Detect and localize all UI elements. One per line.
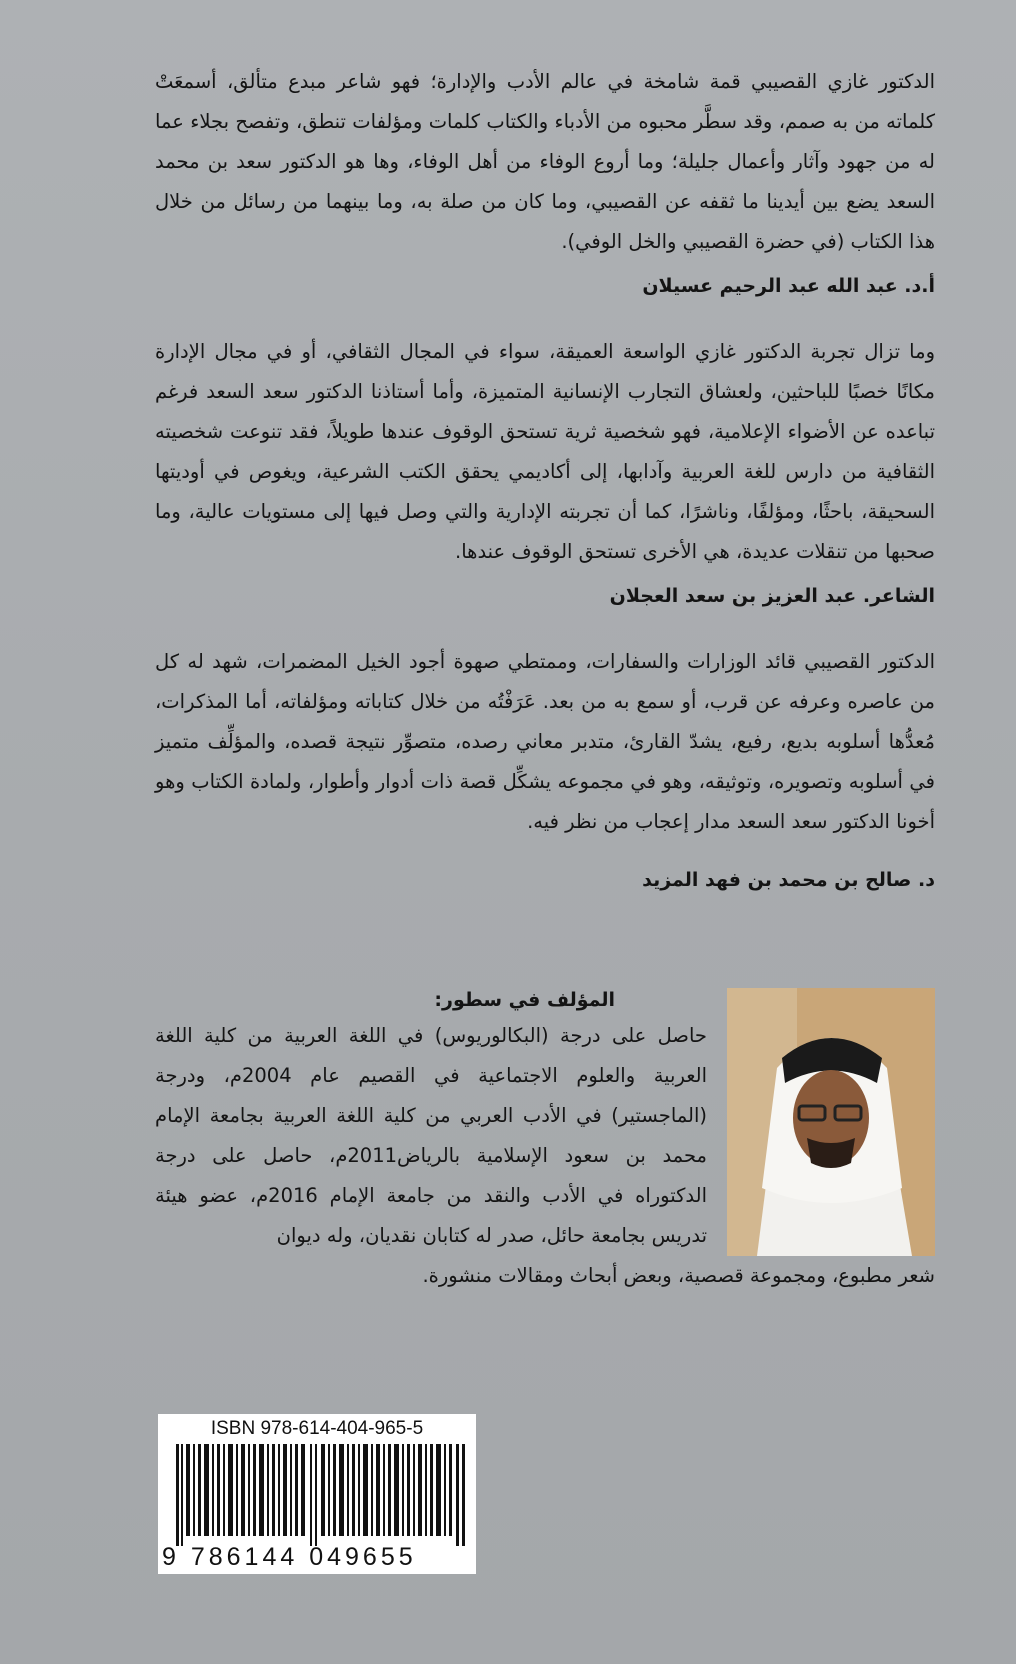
- blurb-signature-3: د. صالح بن محمد بن فهد المزيد: [642, 869, 935, 891]
- blurb-paragraph-1: الدكتور غازي القصيبي قمة شامخة في عالم الأدب والإدارة؛ فهو شاعر مبدع متألق، أسمعَتْ كلماته من به صمم، وقد سطَّر محبوه من الأدباء والكتاب كلمات ومؤلفات تنطق، وتفصح بجلاء عما له من جهود وآثار وأعمال جليلة؛ وما أروع الوفاء من أهل الوفاء، وها هو الدكتور سعد بن محمد السعد يضع بين أيدينا ما ثقفه عن القصيبي، وما كان من صلة به، وما بينهما من رسائل من خلال هذا الكتاب (في حضرة القصيبي والخل الوفي).: [155, 70, 935, 253]
- barcode-digits: 9 786144 049655: [162, 1543, 417, 1571]
- author-photo: [727, 988, 935, 1256]
- author-bio-last-line: شعر مطبوع، ومجموعة قصصية، وبعض أبحاث ومقالات منشورة.: [422, 1264, 935, 1287]
- blurb-signature-1: أ.د. عبد الله عبد الرحيم عسيلان: [642, 275, 935, 297]
- blurb-paragraph-3: الدكتور القصيبي قائد الوزارات والسفارات، وممتطي صهوة أجود الخيل المضمرات، شهد له كل من عاصره وعرفه عن قرب، أو سمع به من بعد. عَرَفْتُه من خلال كتاباته ومؤلفاته، أما المذكرات، مُعدُّها أسلوبه بديع، رفيع، يشدّ القارئ، متدبر معاني رصده، متصوِّر نتيجة قصده، والمؤلِّف متميز في أسلوبه وتصويره، وتوثيقه، وهو في مجموعه يشكِّل قصة ذات أدوار وأطوار، ولمادة الكتاب وهو أخونا الدكتور سعد السعد مدار إعجاب من نظر فيه.: [155, 650, 935, 833]
- author-heading: المؤلف في سطور:: [434, 989, 615, 1011]
- isbn-label: ISBN 978-614-404-965-5: [210, 1418, 424, 1439]
- author-bio-text: حاصل على درجة (البكالوريوس) في اللغة العربية من كلية اللغة العربية والعلوم الاجتماعية في القصيم عام 2004م، ودرجة (الماجستير) في الأدب العربي من كلية اللغة العربية بجامعة الإمام محمد بن سعود الإسلامية بالرياض2011م، حاصل على درجة الدكتوراه في الأدب والنقد من جامعة الإمام 2016م، عضو هيئة تدريس بجامعة حائل، صدر له كتابان نقديان، وله ديوان: [155, 1024, 708, 1247]
- author-portrait-icon: [727, 988, 935, 1256]
- blurb-paragraph-2: وما تزال تجربة الدكتور غازي الواسعة العميقة، سواء في المجال الثقافي، أو في مجال الإدارة مكانًا خصبًا للباحثين، ولعشاق التجارب الإنسانية المتميزة، وأما أستاذنا الدكتور سعد السعد فرغم تباعده عن الأضواء الإعلامية، فهو شخصية ثرية تستحق الوقوف عندها طويلاً، فقد تنوعت شخصيته الثقافية من دارس للغة العربية وآدابها، إلى أكاديمي يحقق الكتب الشرعية، ويغوص في أوديتها السحيقة، باحثًا، ومؤلفًا، وناشرًا، كما أن تجربته الإدارية والتي وصل فيها إلى مستويات عالية، وما صحبها من تنقلات عديدة، هي الأخرى تستحق الوقوف عندها.: [155, 340, 935, 563]
- blurb-signature-2: الشاعر. عبد العزيز بن سعد العجلان: [609, 585, 935, 607]
- isbn-barcode: [158, 1414, 476, 1574]
- blurbs-section: [155, 62, 935, 900]
- barcode-bars-icon: [176, 1444, 466, 1546]
